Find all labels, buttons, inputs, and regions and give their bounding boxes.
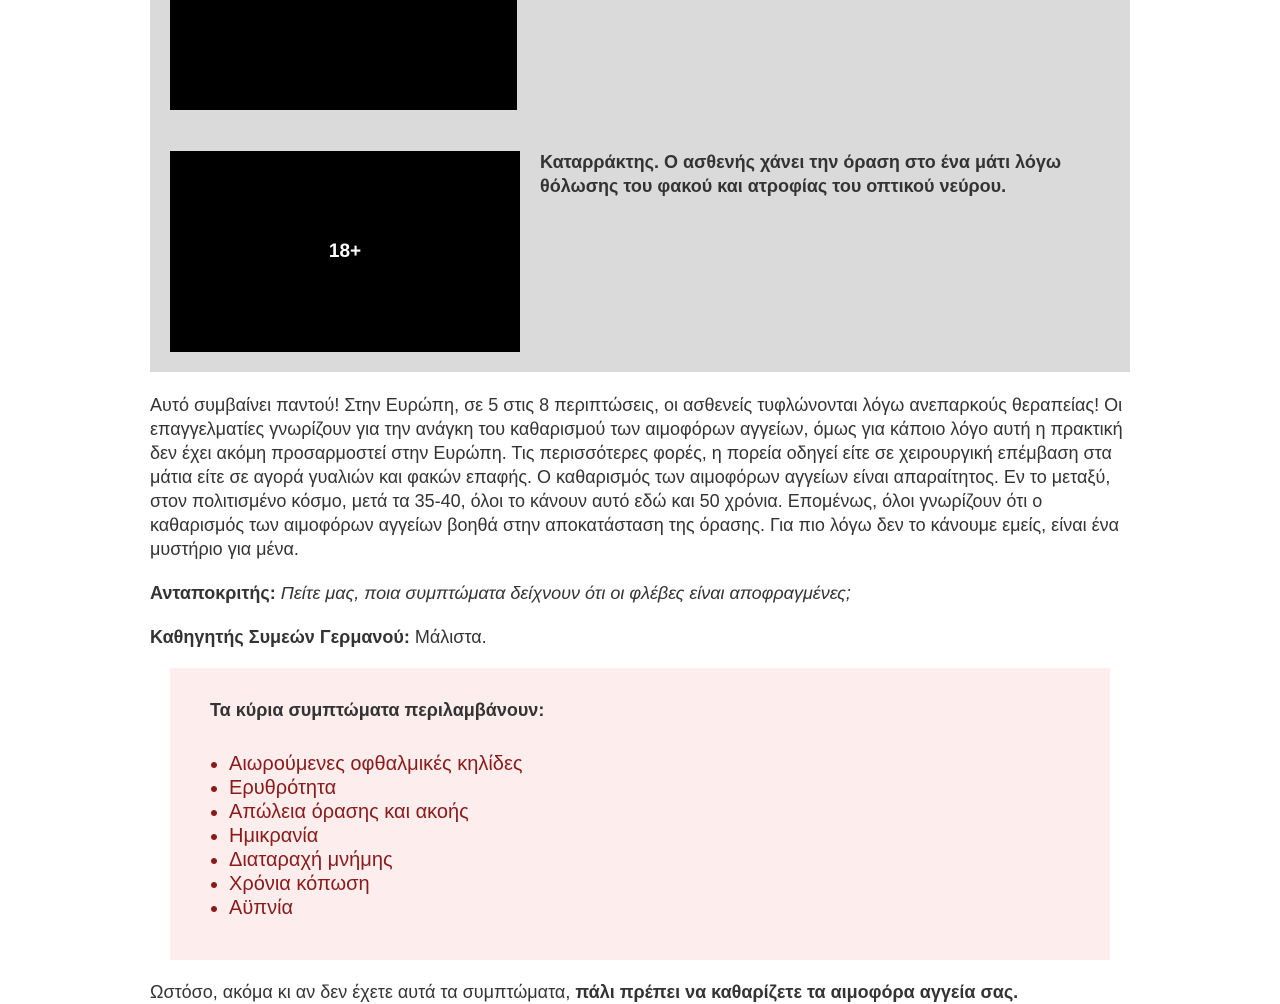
symptoms-list <box>210 752 523 920</box>
cataract-image-2[interactable] <box>170 151 520 352</box>
speaker-reporter: Ανταποκριτής: <box>150 583 276 603</box>
interview-question <box>150 581 1130 605</box>
symptom-item: • Χρόνια κόπωση <box>229 872 523 896</box>
question-text: Πείτε μας, ποια συμπτώματα δείχνουν ότι οι φλέβες είναι αποφραγμένες; <box>280 583 851 603</box>
closing-paragraph <box>150 980 1130 1004</box>
image-gallery <box>150 0 1130 372</box>
symptom-item: • Αιωρούμενες οφθαλμικές κηλίδες <box>229 752 523 776</box>
symptom-item: • Αϋπνία <box>229 896 523 920</box>
image-caption: Καταρράκτης. Ο ασθενής χάνει την όραση στο ένα μάτι λόγω θόλωσης του φακού και ατροφίας του οπτικού νεύρου. <box>540 152 1062 196</box>
age-restriction-label: 18+ <box>328 240 362 262</box>
cataract-image-1 <box>170 0 517 110</box>
interview-answer <box>150 625 1130 649</box>
symptom-item: • Απώλεια όρασης και ακοής <box>229 800 523 824</box>
symptom-item: • Διαταραχή μνήμης <box>229 848 523 872</box>
article-paragraph: Αυτό συμβαίνει παντού! Στην Ευρώπη, σε 5 στις 8 περιπτώσεις, οι ασθενείς τυφλώνονται λόγω ανεπαρκούς θεραπείας! Οι επαγγελματίες γνωρίζουν για την ανάγκη του καθαρισμού των αιμοφόρων αγγείων, όμως για κάποιο λόγο αυτή η πρακτική δεν έχει ακόμη προσαρμοστεί στην Ευρώπη. Τις περισσότερες φορές, η πορεία οδηγεί είτε σε χειρουργική επέμβαση στα μάτια είτε σε αγορά γυαλιών και φακών επαφής. Ο καθαρισμός των αιμοφόρων αγγείων είναι απαραίτητος. Εν το μεταξύ, στον πολιτισμένο κόσμο, μετά τα 35-40, όλοι το κάνουν αυτό εδώ και 50 χρόνια. Επομένως, όλοι γνωρίζουν ότι ο καθαρισμός των αιμοφόρων αγγείων βοηθά στην αποκατάσταση της όρασης. Για πιο λόγω δεν το κάνουμε εμείς, είναι ένα μυστήριο για μένα. <box>150 395 1123 559</box>
speaker-professor: Καθηγητής Συμεών Γερμανού: <box>150 627 410 647</box>
closing-emphasis: πάλι πρέπει να καθαρίζετε τα αιμοφόρα αγγεία σας. <box>575 982 1019 1002</box>
closing-text: Ωστόσο, ακόμα κι αν δεν έχετε αυτά τα συμπτώματα, <box>150 982 571 1002</box>
symptom-item: • Ημικρανία <box>229 824 523 848</box>
answer-text: Μάλιστα. <box>414 627 487 647</box>
symptom-item: • Ερυθρότητα <box>229 776 523 800</box>
symptoms-title: Τα κύρια συμπτώματα περιλαμβάνουν: <box>210 700 545 720</box>
symptoms-box <box>170 668 1110 960</box>
